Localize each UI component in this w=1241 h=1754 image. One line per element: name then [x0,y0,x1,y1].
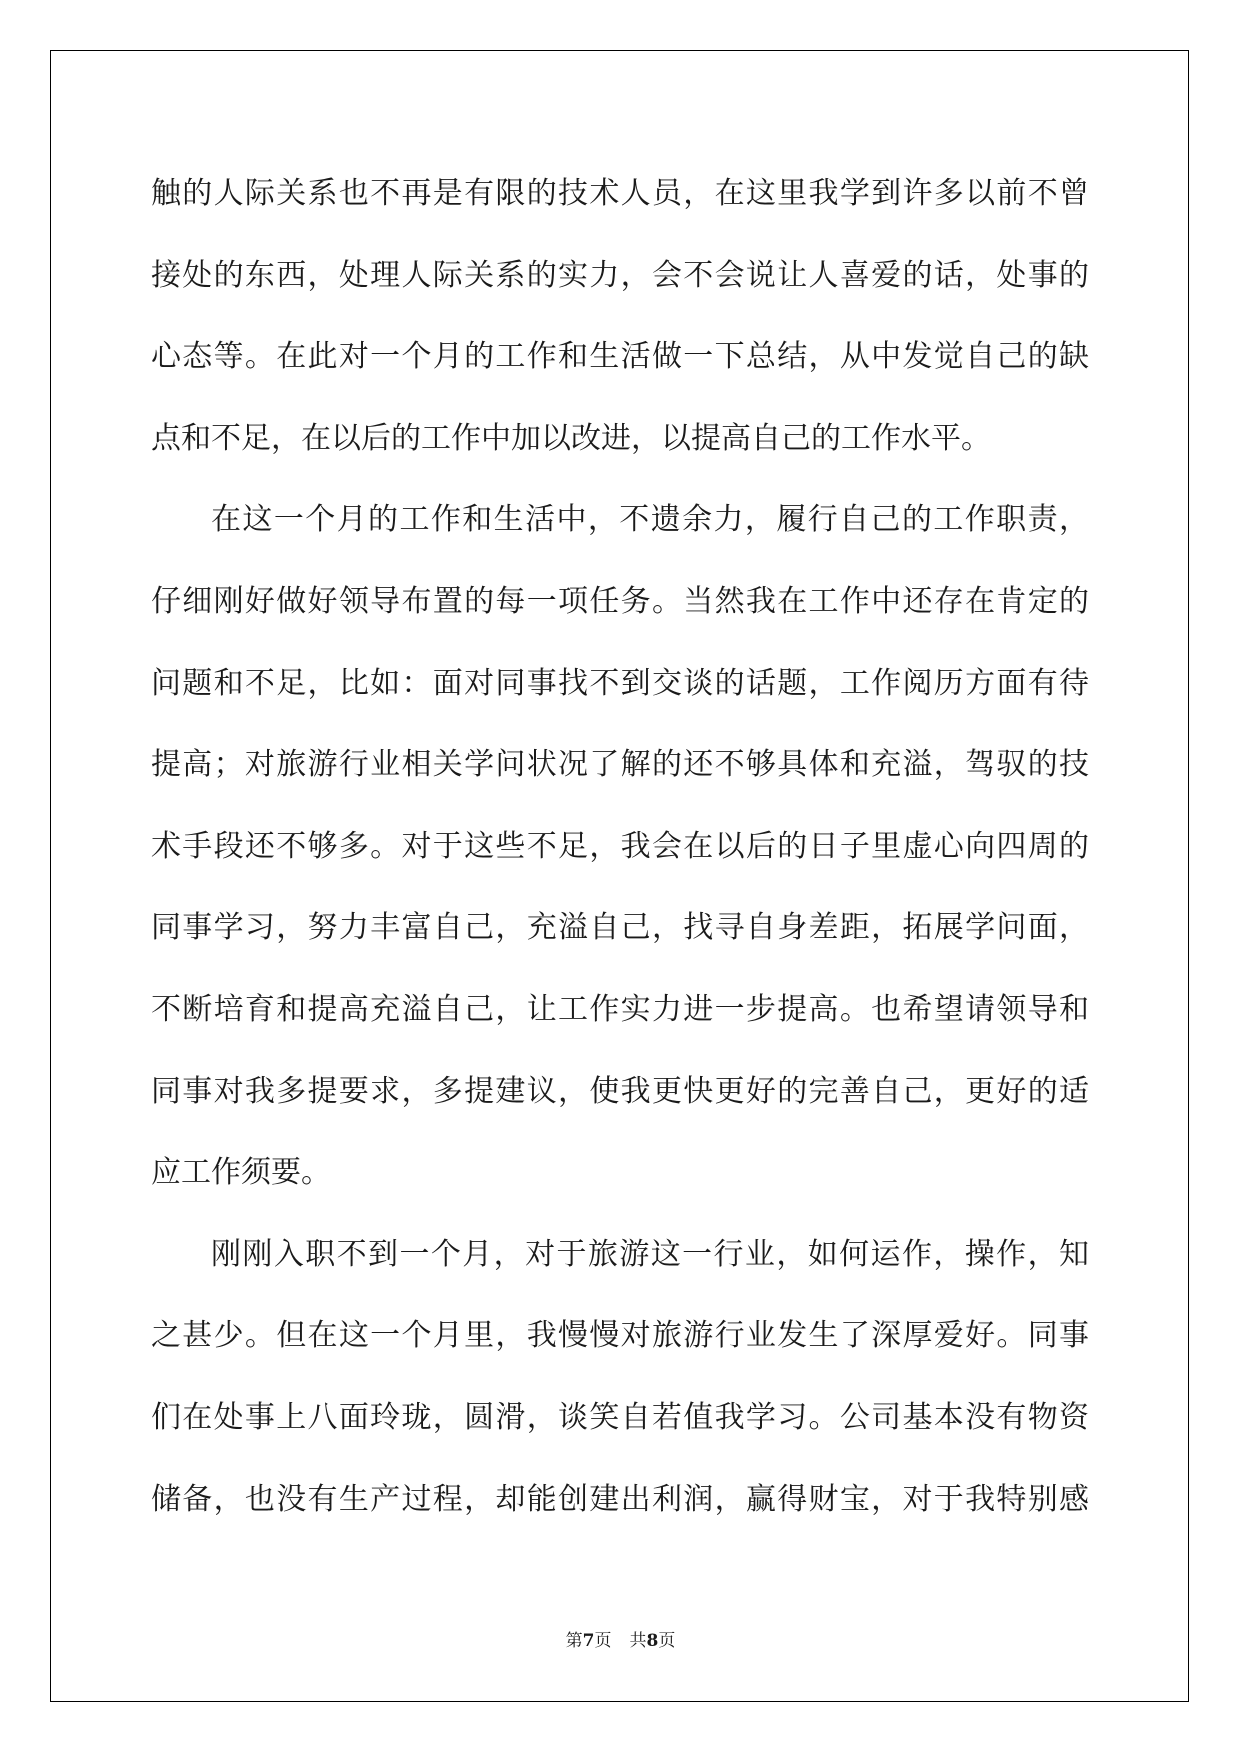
text-line-8: 提高；对旅游行业相关学问状况了解的还不够具体和充溢，驾驭的技 [151,747,1089,783]
page-total: 8 [646,1631,659,1651]
text-line-4: 点和不足，在以后的工作中加以改进，以提高自己的工作水平。 [151,420,991,456]
text-line-3: 心态等。在此对一个月的工作和生活做一下总结，从中发觉自己的缺 [151,339,1089,375]
page-footer [0,1626,1241,1651]
text-line-15: 之甚少。但在这一个月里，我慢慢对旅游行业发生了深厚爱好。同事 [151,1318,1089,1354]
total-suffix: 页 [658,1631,676,1651]
text-line-9: 术手段还不够多。对于这些不足，我会在以后的日子里虚心向四周的 [151,828,1089,864]
page-number: 7 [582,1631,595,1651]
text-line-16: 们在处事上八面玲珑，圆滑，谈笑自若值我学习。公司基本没有物资 [151,1399,1089,1435]
text-line-17: 储备，也没有生产过程，却能创建出利润，赢得财宝，对于我特别感 [151,1481,1089,1517]
body-text [151,164,1089,1551]
text-line-10: 同事学习，努力丰富自己，充溢自己，找寻自身差距，拓展学问面， [151,910,1089,946]
text-line-1: 触的人际关系也不再是有限的技术人员，在这里我学到许多以前不曾 [151,176,1089,211]
text-line-2: 接处的东西，处理人际关系的实力，会不会说让人喜爱的话，处事的 [151,257,1089,293]
text-line-6: 仔细刚好做好领导布置的每一项任务。当然我在工作中还存在肯定的 [151,583,1089,619]
total-prefix: 共 [629,1631,647,1651]
text-line-13: 应工作须要。 [151,1155,331,1191]
text-line-14: 刚刚入职不到一个月，对于旅游这一行业，如何运作，操作，知 [211,1236,1089,1272]
text-line-7: 问题和不足，比如：面对同事找不到交谈的话题，工作阅历方面有待 [151,665,1089,701]
text-line-11: 不断培育和提高充溢自己，让工作实力进一步提高。也希望请领导和 [151,991,1089,1027]
page-prefix: 第 [565,1631,583,1651]
text-line-12: 同事对我多提要求，多提建议，使我更快更好的完善自己，更好的适 [151,1073,1089,1109]
text-line-5: 在这一个月的工作和生活中，不遗余力，履行自己的工作职责， [211,502,1089,538]
page-suffix: 页 [594,1631,612,1651]
